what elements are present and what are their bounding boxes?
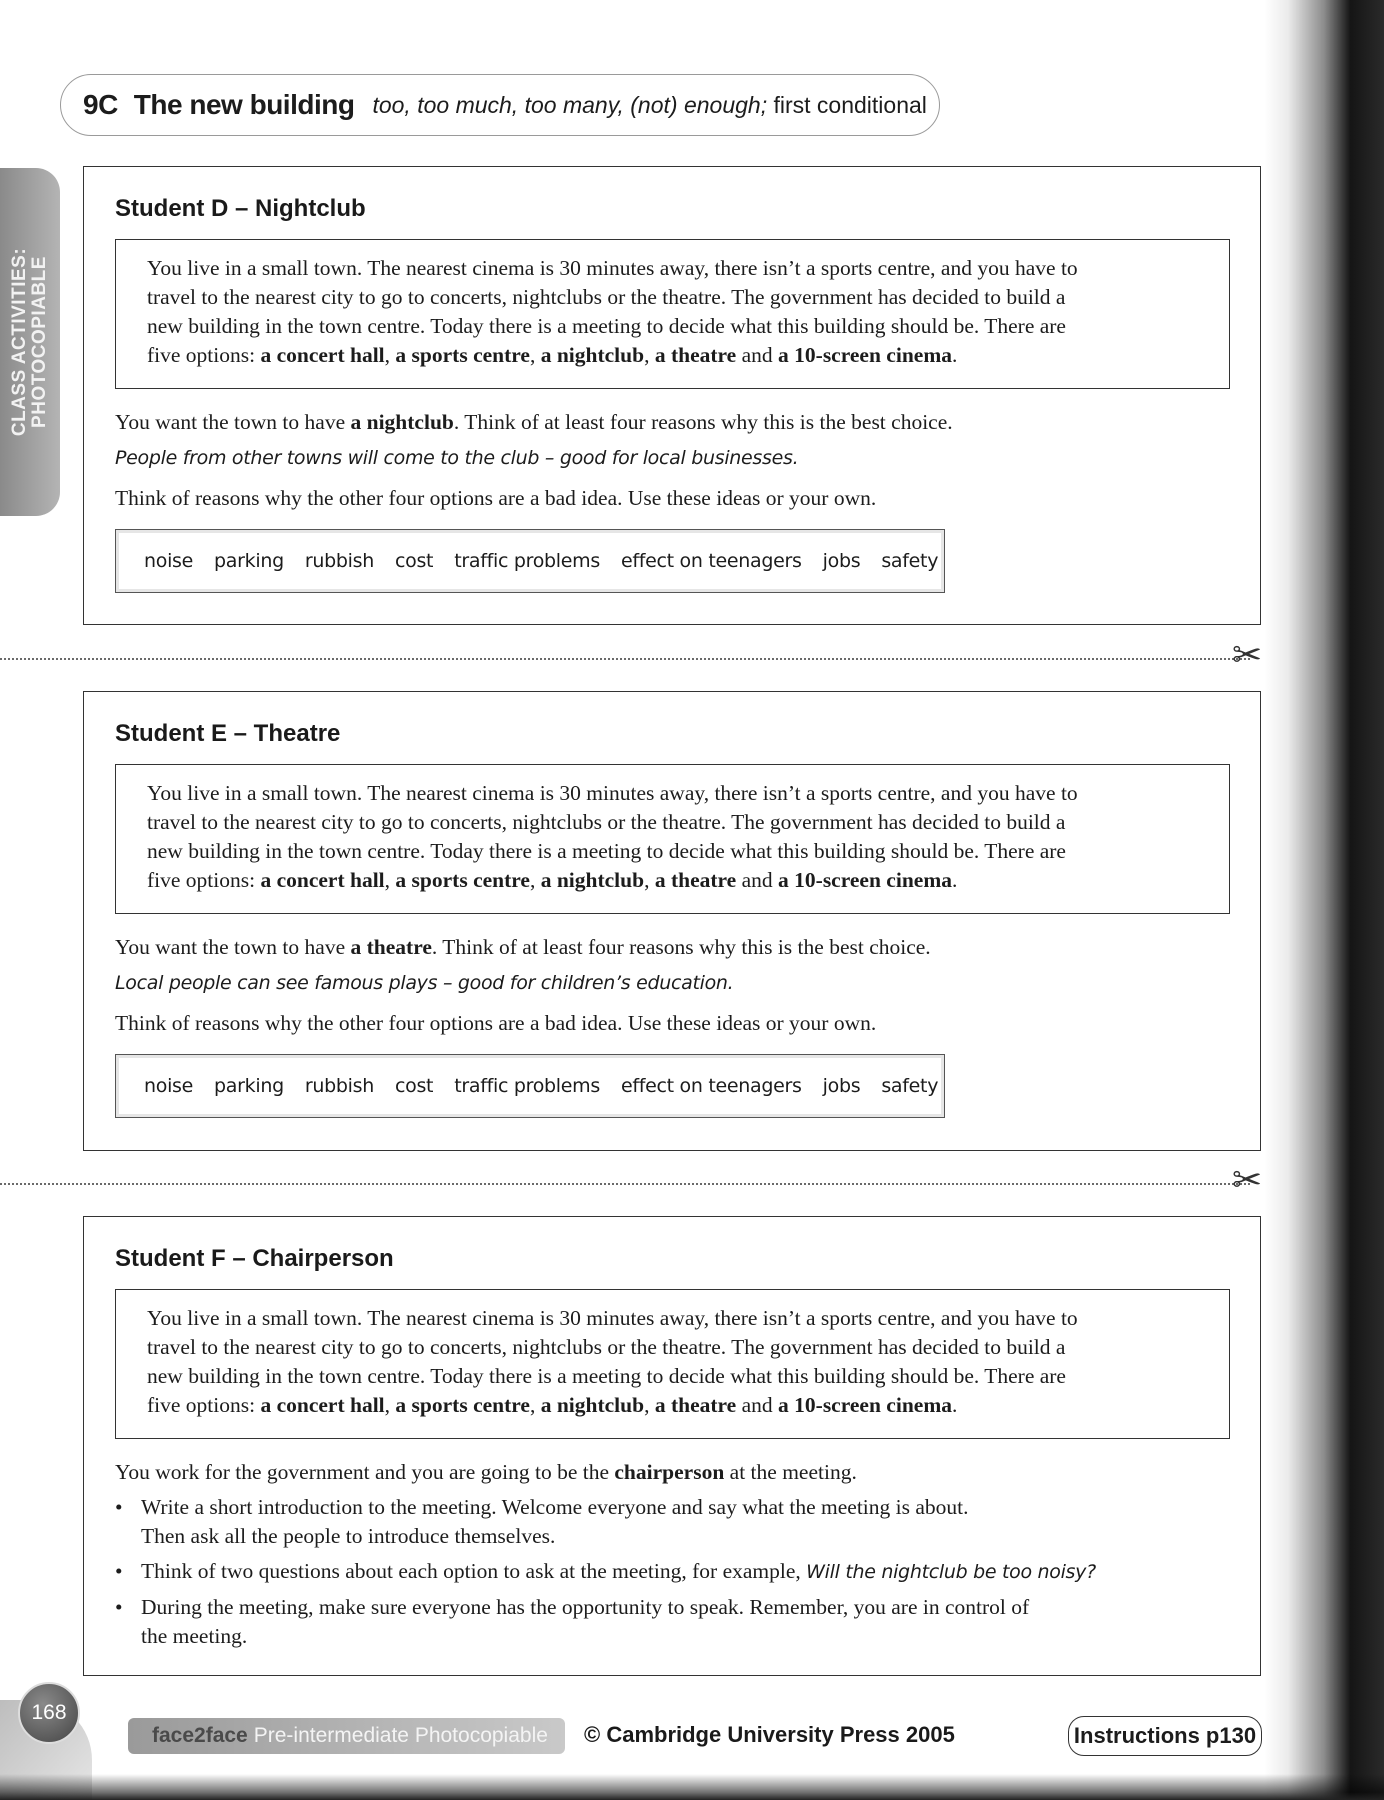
- task-text: • Write a short introduction to the meeting. Welcome everyone and say what the meeting is about.: [141, 1495, 969, 1519]
- task-example: Will the nightclub be too noisy?: [806, 1561, 1096, 1583]
- card-title: Student F – Chairperson: [115, 1245, 394, 1272]
- idea-item: noise: [144, 550, 194, 572]
- want-post: . Think of at least four reasons why this is the best choice.: [431, 935, 931, 959]
- option-nightclub: a nightclub: [540, 868, 645, 892]
- option-cinema: a 10-screen cinema: [778, 343, 952, 367]
- option-theatre: a theatre: [654, 343, 737, 367]
- options-intro: five options:: [147, 343, 261, 367]
- scenario-options: [147, 1391, 1201, 1420]
- sep: ,: [384, 343, 396, 367]
- scenario-box: [115, 239, 1230, 389]
- instructions-reference: Instructions p130: [1068, 1716, 1262, 1756]
- sep: ,: [529, 343, 541, 367]
- idea-item: safety: [881, 550, 939, 572]
- task-item: [115, 1557, 1235, 1587]
- task-text: Then ask all the people to introduce themselves.: [141, 1524, 556, 1548]
- option-concert-hall: a concert hall: [260, 1393, 385, 1417]
- subtitle-italic: too, too much, too many, (not) enough;: [372, 91, 768, 118]
- idea-item: jobs: [822, 1075, 861, 1097]
- option-theatre: a theatre: [654, 868, 737, 892]
- work-pre: You work for the government and you are going to be the: [115, 1460, 615, 1484]
- option-concert-hall: a concert hall: [260, 343, 385, 367]
- scenario-line: new building in the town centre. Today there is a meeting to decide what this building should be. There are: [147, 839, 1066, 863]
- idea-item: rubbish: [304, 550, 374, 572]
- copyright: © Cambridge University Press 2005: [584, 1722, 955, 1747]
- example-line: Local people can see famous plays – good for children’s education.: [115, 972, 734, 994]
- idea-item: rubbish: [304, 1075, 374, 1097]
- card-title: Student E – Theatre: [115, 720, 341, 747]
- task-item: [115, 1593, 1235, 1651]
- option-sports-centre: a sports centre: [395, 343, 530, 367]
- think-line: Think of reasons why the other four options are a bad idea. Use these ideas or your own.: [115, 486, 877, 510]
- card-student-d: [83, 166, 1261, 625]
- option-nightclub: a nightclub: [540, 1393, 645, 1417]
- want-pre: You want the town to have: [115, 410, 351, 434]
- cut-line: [0, 658, 1250, 660]
- sep: and: [736, 868, 779, 892]
- idea-item: cost: [394, 550, 434, 572]
- task-item: [115, 1493, 1235, 1551]
- scenario-box: [115, 764, 1230, 914]
- bottom-shadow: [0, 1774, 1384, 1800]
- brand-name: face2face: [152, 1724, 248, 1747]
- scenario-line: You live in a small town. The nearest cinema is 30 minutes away, there isn’t a sports centre, and you have to: [147, 256, 1078, 280]
- scenario-line: You live in a small town. The nearest cinema is 30 minutes away, there isn’t a sports centre, and you have to: [147, 781, 1078, 805]
- task-text: Think of two questions about each option to ask at the meeting, for example,: [141, 1559, 807, 1583]
- task-text: the meeting.: [141, 1624, 248, 1648]
- want-line: [115, 935, 931, 960]
- page-subtitle: [372, 92, 926, 119]
- binding-shadow: [1264, 0, 1384, 1800]
- side-tab-label: [10, 248, 50, 436]
- card-student-e: [83, 691, 1261, 1151]
- scenario-line: You live in a small town. The nearest cinema is 30 minutes away, there isn’t a sports centre, and you have to: [147, 1306, 1078, 1330]
- sep: .: [951, 1393, 958, 1417]
- sep: ,: [644, 1393, 655, 1417]
- sep: ,: [644, 343, 655, 367]
- sep: ,: [644, 868, 655, 892]
- ideas-box: [115, 529, 945, 593]
- idea-item: cost: [394, 1075, 434, 1097]
- options-intro: five options:: [147, 868, 261, 892]
- scissors-icon: ✂: [1232, 635, 1263, 676]
- subtitle-rest: first conditional: [767, 91, 927, 118]
- scenario-options: [147, 866, 1201, 895]
- option-cinema: a 10-screen cinema: [778, 1393, 952, 1417]
- option-theatre: a theatre: [654, 1393, 737, 1417]
- idea-item: safety: [881, 1075, 939, 1097]
- want-line: [115, 410, 953, 435]
- option-sports-centre: a sports centre: [395, 868, 530, 892]
- sep: ,: [384, 868, 396, 892]
- example-line: People from other towns will come to the club – good for local businesses.: [115, 447, 799, 469]
- ideas-box: [115, 1054, 945, 1118]
- card-student-f: [83, 1216, 1261, 1676]
- task-list: [115, 1493, 1235, 1657]
- page-number: 168: [18, 1682, 80, 1744]
- page-header: [60, 74, 940, 136]
- idea-item: effect on teenagers: [620, 550, 802, 572]
- sep: ,: [529, 1393, 541, 1417]
- want-choice: a theatre: [350, 935, 432, 959]
- unit-code: 9C: [83, 89, 118, 120]
- card-title: Student D – Nightclub: [115, 195, 366, 222]
- scenario-line: travel to the nearest city to go to concerts, nightclubs or the theatre. The government has decided to build a: [147, 1335, 1066, 1359]
- option-concert-hall: a concert hall: [260, 868, 385, 892]
- side-tab-line1: CLASS ACTIVITIES:: [9, 247, 30, 437]
- idea-item: traffic problems: [454, 1075, 600, 1097]
- scenario-line: travel to the nearest city to go to concerts, nightclubs or the theatre. The government has decided to build a: [147, 810, 1066, 834]
- sep: and: [736, 343, 779, 367]
- option-nightclub: a nightclub: [540, 343, 645, 367]
- option-cinema: a 10-screen cinema: [778, 868, 952, 892]
- sep: .: [951, 868, 958, 892]
- think-line: Think of reasons why the other four options are a bad idea. Use these ideas or your own.: [115, 1011, 877, 1035]
- brand-subtitle: Pre-intermediate Photocopiable: [253, 1724, 548, 1747]
- scenario-box: [115, 1289, 1230, 1439]
- options-intro: five options:: [147, 1393, 261, 1417]
- work-post: at the meeting.: [724, 1460, 857, 1484]
- scenario-line: new building in the town centre. Today there is a meeting to decide what this building should be. There are: [147, 314, 1066, 338]
- scenario-options: [147, 341, 1201, 370]
- sep: .: [951, 343, 958, 367]
- idea-item: jobs: [822, 550, 861, 572]
- sep: ,: [384, 1393, 396, 1417]
- scissors-icon: ✂: [1232, 1160, 1263, 1201]
- sep: ,: [529, 868, 541, 892]
- idea-item: noise: [144, 1075, 194, 1097]
- idea-item: effect on teenagers: [620, 1075, 802, 1097]
- page-title: The new building: [133, 89, 355, 120]
- scenario-line: travel to the nearest city to go to concerts, nightclubs or the theatre. The government has decided to build a: [147, 285, 1066, 309]
- option-sports-centre: a sports centre: [395, 1393, 530, 1417]
- work-line: [115, 1460, 857, 1485]
- side-tab-line2: PHOTOCOPIABLE: [29, 256, 50, 428]
- want-choice: a nightclub: [350, 410, 454, 434]
- idea-item: parking: [214, 550, 284, 572]
- brand-badge: [128, 1718, 565, 1754]
- want-post: . Think of at least four reasons why this is the best choice.: [453, 410, 953, 434]
- sep: and: [736, 1393, 779, 1417]
- cut-line: [0, 1183, 1250, 1185]
- task-text: • During the meeting, make sure everyone has the opportunity to speak. Remember, you are in control of: [141, 1595, 1030, 1619]
- want-pre: You want the town to have: [115, 935, 351, 959]
- work-role: chairperson: [614, 1460, 725, 1484]
- idea-item: parking: [214, 1075, 284, 1097]
- scenario-line: new building in the town centre. Today there is a meeting to decide what this building should be. There are: [147, 1364, 1066, 1388]
- idea-item: traffic problems: [454, 550, 600, 572]
